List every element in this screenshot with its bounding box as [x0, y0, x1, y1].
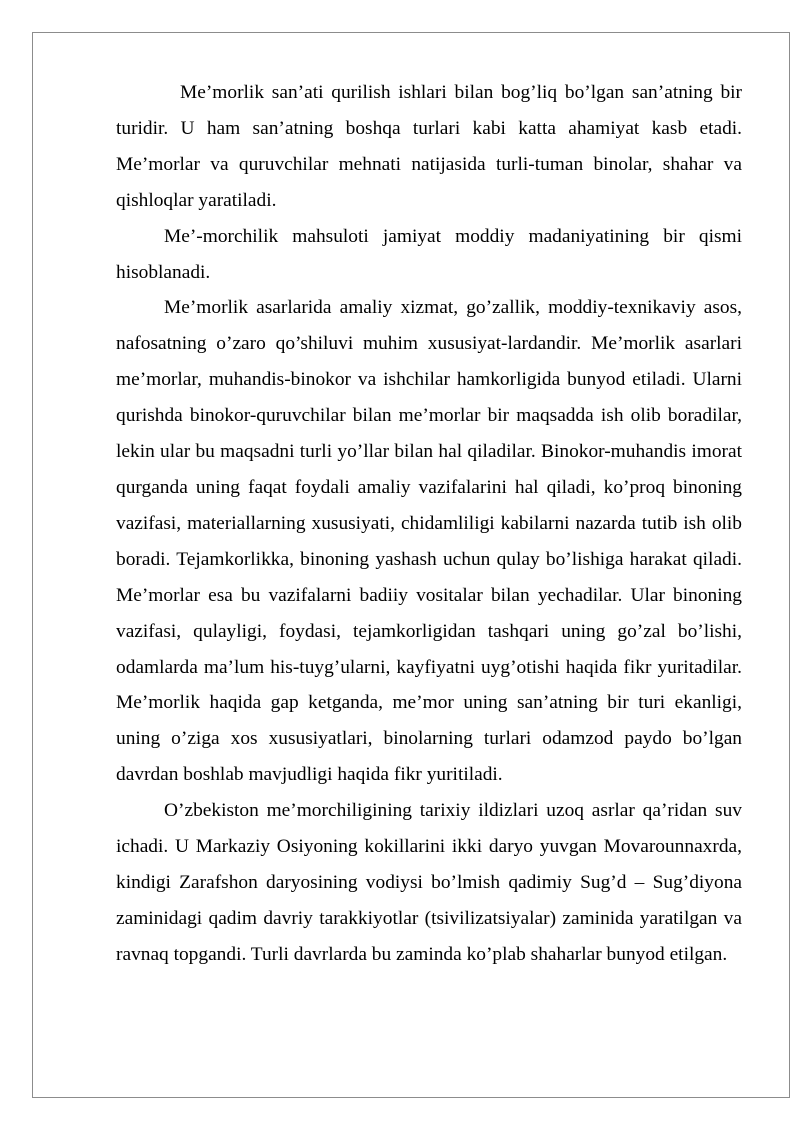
paragraph-4: O’zbekiston me’morchiligining tarixiy ildizlari uzoq asrlar qa’ridan suv ichadi. U Markaziy Osiyoning kokillarini ikki daryo yuvgan Movarounnaxrda, kindigi Zarafshon daryosining vodiysi bo’lmish qadimiy Sug’d – Sug’diyona zaminidagi qadim davriy tarakkiyotlar (tsivilizatsiyalar) zaminida yaratilgan va ravnaq topgandi. Turli davrlarda bu zaminda ko’plab shaharlar bunyod etilgan. — [116, 800, 742, 965]
paragraph-1: Me’morlik san’ati qurilish ishlari bilan bog’liq bo’lgan san’atning bir turidir. U ham san’atning boshqa turlari kabi katta ahamiyat kasb etadi. Me’morlar va quruvchilar mehnati natijasida turli-tuman binolar, shahar va qishloqlar yaratiladi. — [116, 82, 742, 211]
document-page — [32, 32, 790, 1098]
paragraph-2: Me’-morchilik mahsuloti jamiyat moddiy madaniyatining bir qismi hisoblanadi. — [116, 225, 742, 283]
document-body — [116, 75, 742, 973]
paragraph-3: Me’morlik asarlarida amaliy xizmat, go’zallik, moddiy-texnikaviy asos, nafosatning o’zaro qo’shiluvi muhim xususiyat-lardandir. Me’morlik asarlari me’morlar, muhandis-binokor va ishchilar hamkorligida bunyod etiladi. Ularni qurishda binokor-quruvchilar bilan me’morlar bir maqsadda ish olib boradilar, lekin ular bu maqsadni turli yo’llar bilan hal qiladilar. Binokor-muhandis imorat qurganda uning faqat foydali amaliy vazifalarini hal qiladi, ko’proq binoning vazifasi, materiallarning xususiyati, chidamliligi kabilarni nazarda tutib ish olib boradi. Tejamkorlikka, binoning yashash uchun qulay bo’lishiga harakat qiladi. Me’morlar esa bu vazifalarni badiiy vositalar bilan yechadilar. Ular binoning vazifasi, qulayligi, foydasi, tejamkorligidan tashqari uning go’zal bo’lishi, odamlarda ma’lum his-tuyg’ularni, kayfiyatni uyg’otishi haqida fikr yuritadilar. Me’morlik haqida gap ketganda, me’mor uning san’atning bir turi ekanligi, uning o’ziga xos xususiyatlari, binolarning turlari odamzod paydo bo’lgan davrdan boshlab mavjudligi haqida fikr yuritiladi. — [116, 297, 742, 786]
